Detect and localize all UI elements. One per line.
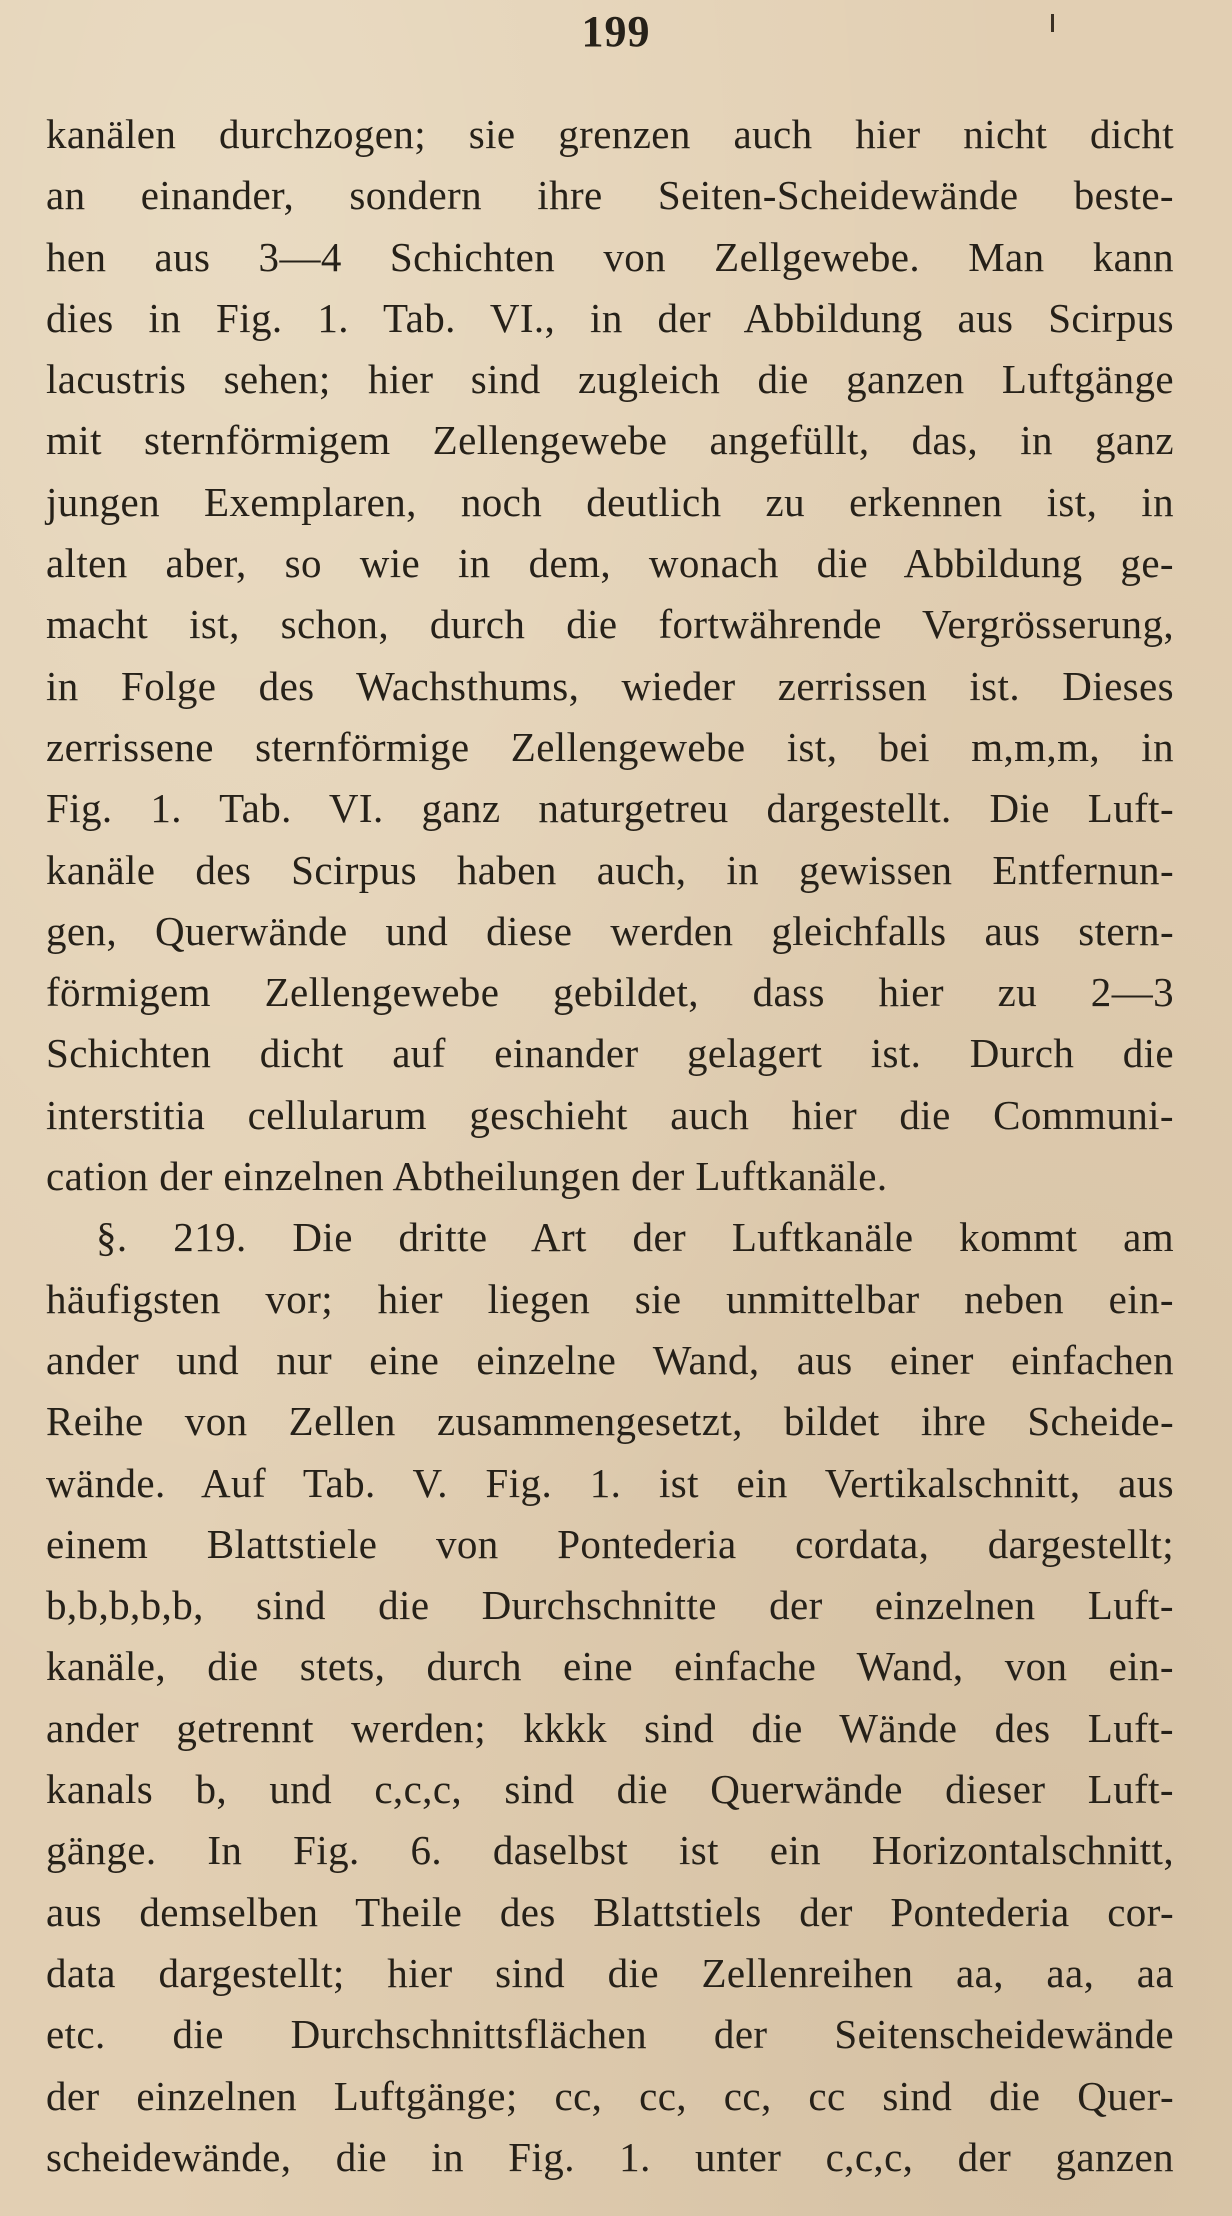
- text-line: macht ist, schon, durch die fortwährende Vergrösserung,: [46, 601, 1174, 648]
- page-number: 199: [581, 7, 651, 56]
- text-line: wände. Auf Tab. V. Fig. 1. ist ein Vertikalschnitt, aus: [46, 1459, 1174, 1506]
- text-line: förmigem Zellengewebe gebildet, dass hier zu 2—3: [46, 969, 1174, 1016]
- body-text: [46, 104, 1174, 2188]
- text-line: interstitia cellularum geschieht auch hier die Communi-: [46, 1091, 1174, 1138]
- text-line: b,b,b,b,b, sind die Durchschnitte der einzelnen Luft-: [46, 1582, 1174, 1629]
- text-line: lacustris sehen; hier sind zugleich die ganzen Luftgänge: [46, 356, 1174, 403]
- text-line: mit sternförmigem Zellengewebe angefüllt, das, in ganz: [46, 417, 1174, 464]
- paragraph-end-line: cation der einzelnen Abtheilungen der Luftkanäle.: [46, 1153, 888, 1200]
- text-line: data dargestellt; hier sind die Zellenreihen aa, aa, aa: [46, 1949, 1174, 1996]
- text-line: gänge. In Fig. 6. daselbst ist ein Horizontalschnitt,: [46, 1827, 1174, 1874]
- text-line: kanäle, die stets, durch eine einfache Wand, von ein-: [46, 1643, 1174, 1690]
- text-line: gen, Querwände und diese werden gleichfalls aus stern-: [46, 907, 1174, 954]
- text-line: scheidewände, die in Fig. 1. unter c,c,c, der ganzen: [46, 2133, 1174, 2180]
- text-line: alten aber, so wie in dem, wonach die Abbildung ge-: [46, 540, 1174, 587]
- section-heading-line: §. 219. Die dritte Art der Luftkanäle kommt am: [96, 1214, 1174, 1261]
- text-line: in Folge des Wachsthums, wieder zerrissen ist. Dieses: [46, 662, 1174, 709]
- text-line: Schichten dicht auf einander gelagert ist. Durch die: [46, 1030, 1174, 1077]
- text-line: häufigsten vor; hier liegen sie unmittelbar neben ein-: [46, 1275, 1174, 1322]
- text-line: etc. die Durchschnittsflächen der Seitenscheidewände: [46, 2011, 1174, 2058]
- text-line: einem Blattstiele von Pontederia cordata, dargestellt;: [46, 1520, 1174, 1567]
- text-line: hen aus 3—4 Schichten von Zellgewebe. Man kann: [46, 233, 1174, 280]
- text-line: zerrissene sternförmige Zellengewebe ist, bei m,m,m, in: [46, 723, 1174, 770]
- text-line: kanälen durchzogen; sie grenzen auch hier nicht dicht: [46, 111, 1174, 157]
- text-line: aus demselben Theile des Blattstiels der Pontederia cor-: [46, 1888, 1174, 1935]
- text-line: ander und nur eine einzelne Wand, aus einer einfachen: [46, 1336, 1174, 1383]
- text-line: dies in Fig. 1. Tab. VI., in der Abbildung aus Scirpus: [46, 294, 1174, 341]
- text-line: ander getrennt werden; kkkk sind die Wände des Luft-: [46, 1704, 1174, 1751]
- text-line: Fig. 1. Tab. VI. ganz naturgetreu dargestellt. Die Luft-: [46, 785, 1174, 832]
- text-line: kanals b, und c,c,c, sind die Querwände dieser Luft-: [46, 1766, 1174, 1813]
- text-line: jungen Exemplaren, noch deutlich zu erkennen ist, in: [46, 478, 1174, 525]
- text-line: der einzelnen Luftgänge; cc, cc, cc, cc sind die Quer-: [46, 2072, 1174, 2119]
- text-line: an einander, sondern ihre Seiten-Scheidewände beste-: [46, 172, 1174, 219]
- text-line: Reihe von Zellen zusammengesetzt, bildet ihre Scheide-: [46, 1398, 1174, 1445]
- margin-mark: [1051, 14, 1054, 32]
- text-line: kanäle des Scirpus haben auch, in gewissen Entfernun-: [46, 846, 1174, 893]
